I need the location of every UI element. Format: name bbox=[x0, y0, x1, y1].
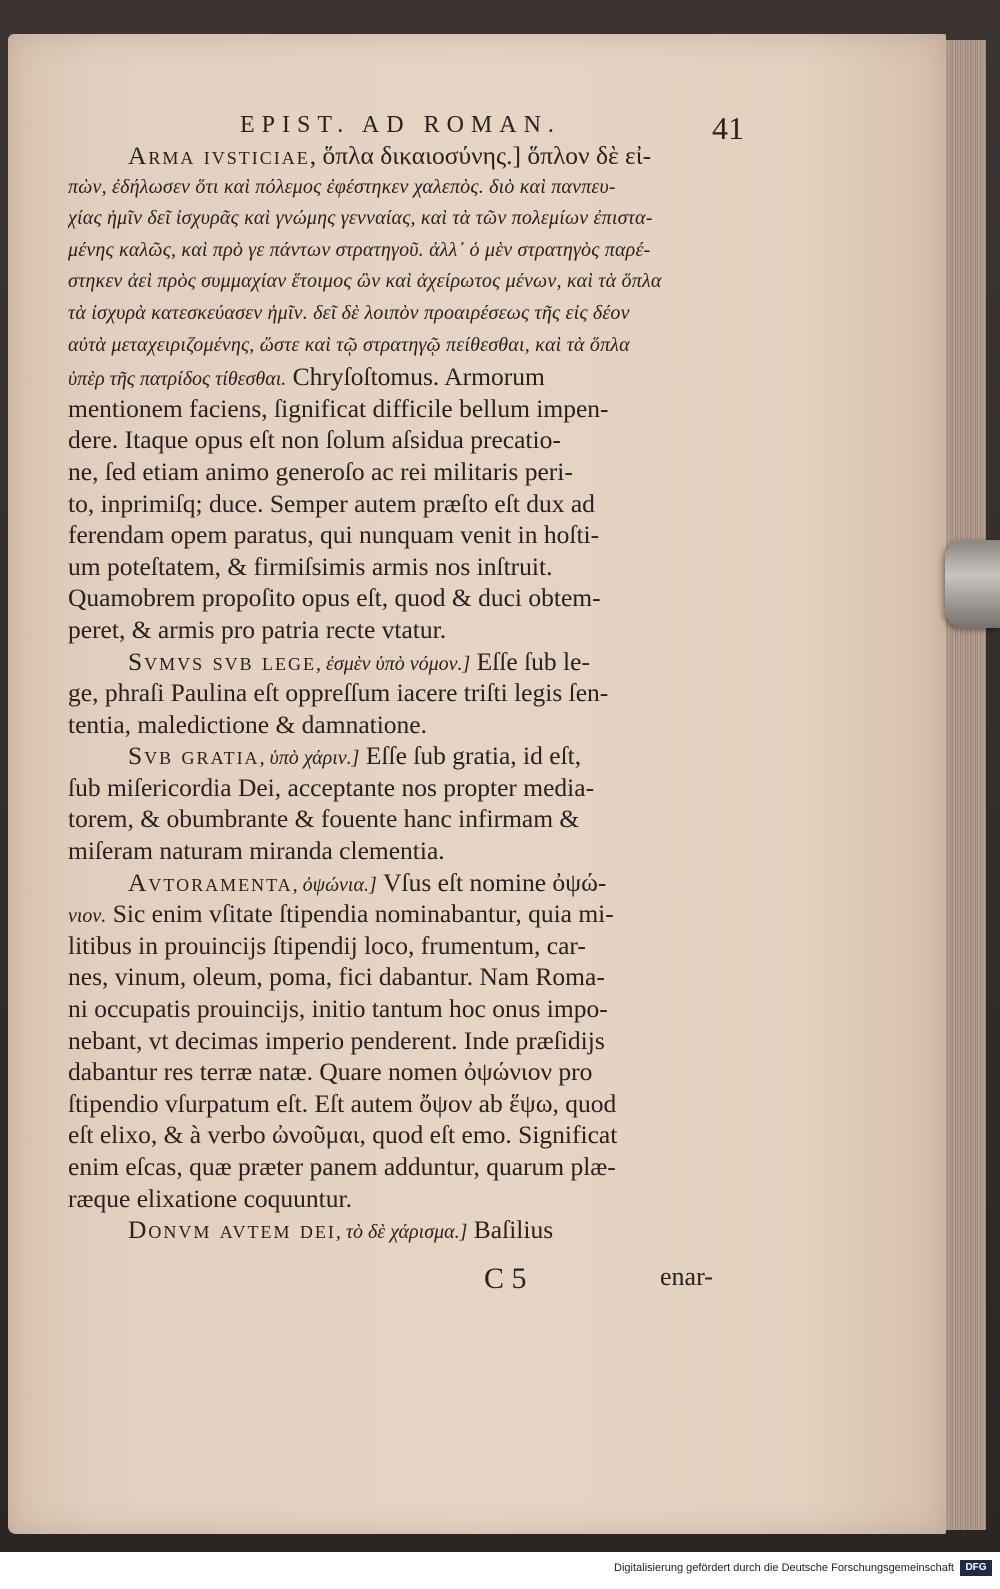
lemma: Svb gratia bbox=[128, 741, 260, 771]
line-text: Sic enim vſitate ſtipendia nominabantur, quia mi- bbox=[106, 899, 614, 929]
line-text: ge, phraſi Paulina eſt oppreſſum iacere triſti legis ſen- bbox=[68, 678, 609, 708]
dfg-logo: DFG bbox=[960, 1560, 992, 1576]
text-line bbox=[68, 614, 740, 646]
text-line bbox=[68, 519, 740, 551]
line-text: mentionem faciens, ſignificat difficile bellum impen- bbox=[68, 393, 609, 423]
line-text: ſtipendio vſurpatum eſt. Eſt autem ὄψον ab ἕψω, quod bbox=[68, 1088, 617, 1118]
text-line bbox=[68, 1119, 740, 1151]
line-text: μένης καλῶς, καὶ πρὸ γε πάντων στρατηγοῦ. ἀλλ᾽ ὁ μὲν στρατηγὸς παρέ- bbox=[68, 238, 651, 261]
text-block bbox=[68, 140, 740, 1246]
text-line bbox=[68, 140, 740, 172]
line-text: ſub miſericordia Dei, acceptante nos propter media- bbox=[68, 772, 595, 802]
greek-text: ὑπὲρ τῆς πατρίδος τίθεσθαι. bbox=[68, 368, 287, 391]
line-text: tentia, maledictione & damnatione. bbox=[68, 709, 428, 739]
line-text: miſeram naturam miranda clementia. bbox=[68, 836, 445, 866]
text-line bbox=[68, 709, 740, 741]
greek-text: , ἐσμὲν ὑπὸ νόμον.] bbox=[315, 652, 471, 675]
page-number: 41 bbox=[712, 110, 744, 146]
line-text: Quamobrem propoſito opus eſt, quod & duci obtem- bbox=[68, 583, 601, 613]
line-text: nes, vinum, oleum, poma, fici dabantur. Nam Roma- bbox=[68, 962, 605, 992]
text-line bbox=[68, 1151, 740, 1183]
line-text: τὰ ἰσχυρὰ κατεσκεύασεν ἡμῖν. δεῖ δὲ λοιπὸν προαιρέσεως τῆς εἰς δέον bbox=[68, 301, 630, 324]
line-text: ræque elixatione coquuntur. bbox=[68, 1183, 352, 1213]
text-line bbox=[68, 456, 740, 488]
greek-text: νιον. bbox=[68, 905, 107, 928]
line-text: ferendam opem paratus, qui nunquam venit in hoſti- bbox=[68, 520, 600, 550]
line-text: Baſilius bbox=[467, 1215, 554, 1245]
footer-credit: Digitalisierung gefördert durch die Deutsche Forschungsgemeinschaft bbox=[614, 1562, 954, 1574]
text-line bbox=[68, 582, 740, 614]
text-line bbox=[68, 298, 740, 330]
page-edges bbox=[946, 40, 986, 1530]
text-line bbox=[68, 172, 740, 204]
text-line bbox=[68, 772, 740, 804]
greek-text: , τὸ δὲ χάρισμα.] bbox=[335, 1221, 468, 1244]
text-line bbox=[68, 330, 740, 362]
lemma: Svmvs svb lege bbox=[128, 646, 316, 676]
line-text: πὼν, ἐδήλωσεν ὅτι καὶ πόλεμος ἐφέστηκεν χαλεπὸς. διὸ καὶ πανπευ- bbox=[68, 175, 616, 198]
bookmark-tab bbox=[945, 540, 1000, 628]
text-line bbox=[68, 646, 740, 678]
text-line bbox=[68, 361, 740, 393]
line-text: eſt elixo, & à verbo ὠνοῦμαι, quod eſt emo. Significat bbox=[68, 1120, 618, 1150]
line-text: Eſſe ſub gratia, id eſt, bbox=[359, 741, 582, 771]
line-text: , ὅπλα δικαιοσύνης.] ὅπλον δὲ εἰ- bbox=[309, 141, 652, 170]
printer-signature: C 5 bbox=[484, 1262, 527, 1295]
text-line bbox=[68, 1214, 740, 1246]
line-text: enim eſcas, quæ præter panem adduntur, quarum plæ- bbox=[68, 1152, 616, 1181]
running-head: EPIST. AD ROMAN. bbox=[240, 112, 561, 138]
line-text: dere. Itaque opus eſt non ſolum aſsidua precatio- bbox=[68, 425, 561, 455]
text-line bbox=[68, 235, 740, 267]
lemma: Arma ivsticiae bbox=[128, 141, 310, 170]
text-line bbox=[68, 266, 740, 298]
line-text: torem, & obumbrante & fouente hanc infirmam & bbox=[68, 804, 580, 834]
line-text: ne, ſed etiam animo generoſo ac rei militaris peri- bbox=[68, 456, 573, 486]
line-text: to, inprimiſq; duce. Semper autem præſto eſt dux ad bbox=[68, 488, 595, 518]
line-text: ni occupatis prouincijs, initio tantum hoc onus impo- bbox=[68, 994, 608, 1024]
catchword: enar- bbox=[660, 1262, 713, 1291]
text-line bbox=[68, 677, 740, 709]
text-line bbox=[68, 551, 740, 583]
line-text: αὐτὰ μεταχειριζομένης, ὥστε καὶ τῷ στρατηγῷ πείθεσθαι, καὶ τὰ ὅπλα bbox=[68, 333, 630, 356]
footer-bar bbox=[0, 1552, 1000, 1589]
line-text: nebant, vt decimas imperio penderent. Inde præſidijs bbox=[68, 1025, 605, 1055]
text-line bbox=[68, 488, 740, 520]
line-text: Eſſe ſub le- bbox=[470, 646, 590, 676]
line-text: χίας ἡμῖν δεῖ ἰσχυρᾶς καὶ γνώμης γενναίας, καὶ τὰ τῶν πολεμίων ἐπιστα- bbox=[68, 207, 653, 230]
line-text: Vſus eſt nomine ὀψώ- bbox=[376, 867, 607, 897]
greek-text: , ὀψώνια.] bbox=[292, 873, 377, 896]
text-line bbox=[68, 961, 740, 993]
greek-text: , ὑπὸ χάριν.] bbox=[259, 747, 360, 770]
text-line bbox=[68, 393, 740, 425]
line-text: litibus in prouincijs ſtipendij loco, frumentum, car- bbox=[68, 930, 586, 960]
text-line bbox=[68, 835, 740, 867]
lemma: Avtoramenta bbox=[128, 867, 293, 897]
lemma: Donvm avtem dei bbox=[128, 1215, 336, 1245]
line-text: peret, & armis pro patria recte vtatur. bbox=[68, 614, 447, 644]
text-line bbox=[68, 203, 740, 235]
text-line bbox=[68, 1183, 740, 1215]
line-text: um poteſtatem, & firmiſsimis armis nos inſtruit. bbox=[68, 551, 553, 581]
text-line bbox=[68, 1088, 740, 1120]
text-line bbox=[68, 898, 740, 930]
text-line bbox=[68, 424, 740, 456]
line-text: Chryſoſtomus. Armorum bbox=[286, 362, 545, 392]
text-line bbox=[68, 740, 740, 772]
line-text: στηκεν ἀεὶ πρὸς συμμαχίαν ἕτοιμος ὢν καὶ ἀχείρωτος μένων, καὶ τὰ ὅπλα bbox=[68, 270, 662, 293]
text-line bbox=[68, 1025, 740, 1057]
text-line bbox=[68, 1056, 740, 1088]
text-line bbox=[68, 803, 740, 835]
text-line bbox=[68, 993, 740, 1025]
line-text: dabantur res terræ natæ. Quare nomen ὀψώνιον pro bbox=[68, 1057, 593, 1087]
text-line bbox=[68, 867, 740, 899]
text-line bbox=[68, 930, 740, 962]
